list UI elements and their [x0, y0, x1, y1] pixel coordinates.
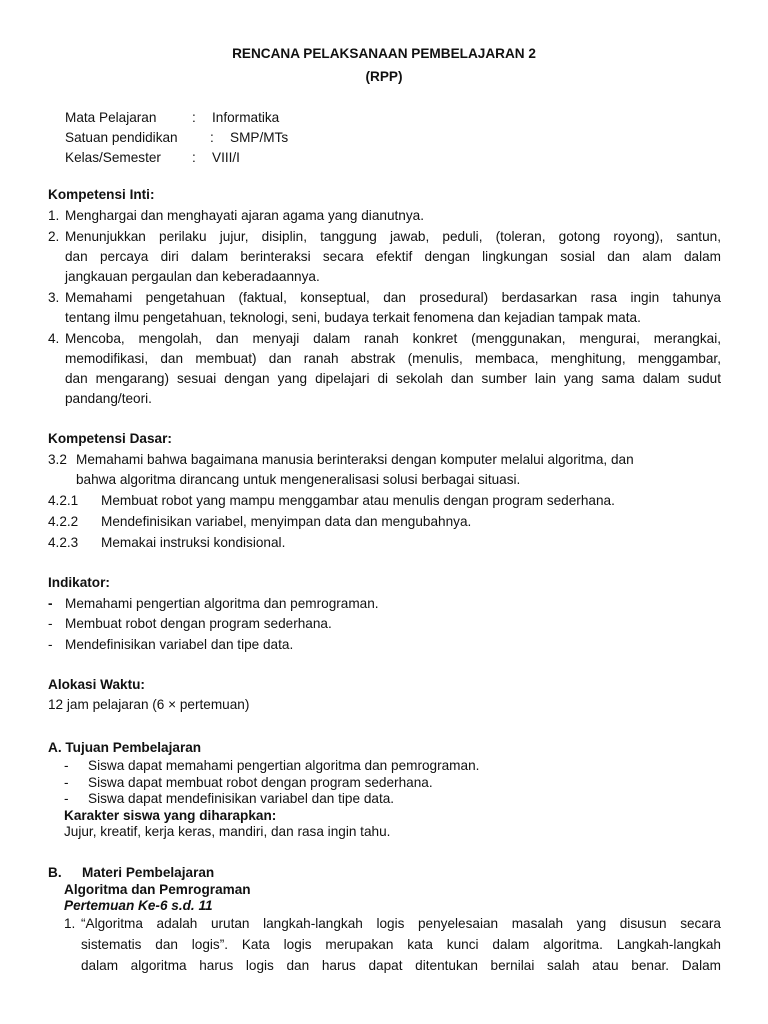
kd-item-text: Mendefinisikan variabel, menyimpan data dan mengubahnya. — [101, 514, 472, 529]
indikator-bullet: - — [48, 616, 53, 631]
ki-item-2-line: jangkauan pergaulan dan keberadaannya. — [65, 269, 320, 284]
info-label-school: Satuan pendidikan — [65, 130, 178, 145]
ki-item-1-num: 1. — [48, 208, 60, 223]
kd-item-text: Membuat robot yang mampu menggambar atau menulis dengan program sederhana. — [101, 493, 615, 508]
document-title: RENCANA PELAKSANAAN PEMBELAJARAN 2 — [232, 46, 536, 61]
info-sep-subject: : — [192, 110, 196, 125]
kd-heading: Kompetensi Dasar: — [48, 431, 172, 446]
materi-heading: Materi Pembelajaran — [82, 865, 215, 880]
karakter-text: Jujur, kreatif, kerja keras, mandiri, dan rasa ingin tahu. — [64, 824, 391, 839]
ki-heading: Kompetensi Inti: — [48, 187, 155, 202]
indikator-bullet: - — [48, 637, 53, 652]
info-value-subject: Informatika — [212, 110, 280, 125]
info-sep-school: : — [210, 130, 214, 145]
ki-item-4-num: 4. — [48, 331, 60, 346]
info-value-school: SMP/MTs — [230, 130, 289, 145]
info-value-class: VIII/I — [212, 150, 240, 165]
ki-item-4-line: Mencoba, mengolah, dan menyaji dalam ranah konkret (menggunakan, mengurai, merangkai, — [65, 331, 721, 346]
ki-item-1-line: Menghargai dan menghayati ajaran agama yang dianutnya. — [65, 208, 424, 223]
materi-item-1-line: “Algoritma adalah urutan langkah-langkah logis penyelesaian masalah yang disusun secara — [81, 916, 721, 931]
tujuan-bullet: - — [64, 758, 69, 773]
materi-subheading: Algoritma dan Pemrograman — [64, 882, 251, 897]
materi-pertemuan: Pertemuan Ke-6 s.d. 11 — [64, 898, 213, 913]
ki-item-4-line: dan mengarang) sesuai dengan yang dipelajari di sekolah dan sumber lain yang sama dalam sudut — [65, 371, 721, 386]
kd-item-text: Memakai instruksi kondisional. — [101, 535, 286, 550]
tujuan-item: Siswa dapat mendefinisikan variabel dan tipe data. — [88, 791, 395, 806]
kd-item-32-num: 3.2 — [48, 452, 67, 467]
tujuan-item: Siswa dapat memahami pengertian algoritma dan pemrograman. — [88, 758, 480, 773]
materi-label: B. — [48, 865, 62, 880]
document-subtitle: (RPP) — [365, 69, 403, 84]
alokasi-text: 12 jam pelajaran (6 × pertemuan) — [48, 697, 250, 712]
indikator-item: Mendefinisikan variabel dan tipe data. — [65, 637, 294, 652]
ki-item-4-line: pandang/teori. — [65, 391, 152, 406]
indikator-bullet: - — [48, 596, 53, 611]
ki-item-3-num: 3. — [48, 290, 60, 305]
indikator-item: Memahami pengertian algoritma dan pemrograman. — [65, 596, 379, 611]
tujuan-heading: A. Tujuan Pembelajaran — [48, 740, 202, 755]
kd-item-num: 4.2.1 — [48, 493, 79, 508]
info-label-subject: Mata Pelajaran — [65, 110, 157, 125]
kd-item-32-line: Memahami bahwa bagaimana manusia berinteraksi dengan komputer melalui algoritma, dan — [76, 452, 634, 467]
ki-item-2-num: 2. — [48, 229, 60, 244]
kd-item-32-line: bahwa algoritma dirancang untuk mengeneralisasi solusi berbagai situasi. — [76, 472, 521, 487]
alokasi-heading: Alokasi Waktu: — [48, 677, 145, 692]
ki-item-2-line: dan percaya diri dalam berinteraksi secara efektif dengan lingkungan sosial dan alam dalam — [65, 249, 721, 264]
ki-item-3-line: tentang ilmu pengetahuan, teknologi, seni, budaya terkait fenomena dan kejadian tampak mata. — [65, 310, 641, 325]
ki-item-4-line: memodifikasi, dan membuat) dan ranah abstrak (menulis, membaca, menghitung, menggambar, — [65, 351, 721, 366]
kd-item-num: 4.2.3 — [48, 535, 79, 550]
ki-item-2-line: Menunjukkan perilaku jujur, disiplin, tanggung jawab, peduli, (toleran, gotong royong), santun, — [65, 229, 721, 244]
materi-item-1-line: sistematis dan logis”. Kata logis merupakan kata kunci dalam algoritma. Langkah-langkah — [81, 937, 721, 952]
kd-item-num: 4.2.2 — [48, 514, 79, 529]
indikator-heading: Indikator: — [48, 575, 110, 590]
tujuan-item: Siswa dapat membuat robot dengan program sederhana. — [88, 775, 433, 790]
materi-item-1-num: 1. — [64, 916, 76, 931]
info-sep-class: : — [192, 150, 196, 165]
indikator-item: Membuat robot dengan program sederhana. — [65, 616, 332, 631]
materi-item-1-line: dalam algoritma harus logis dan harus dapat ditentukan bernilai salah atau benar. Dalam — [81, 958, 721, 973]
tujuan-bullet: - — [64, 791, 69, 806]
ki-item-3-line: Memahami pengetahuan (faktual, konseptual, dan prosedural) berdasarkan rasa ingin tahunya — [65, 290, 721, 305]
info-label-class: Kelas/Semester — [65, 150, 161, 165]
karakter-heading: Karakter siswa yang diharapkan: — [64, 808, 277, 823]
tujuan-bullet: - — [64, 775, 69, 790]
